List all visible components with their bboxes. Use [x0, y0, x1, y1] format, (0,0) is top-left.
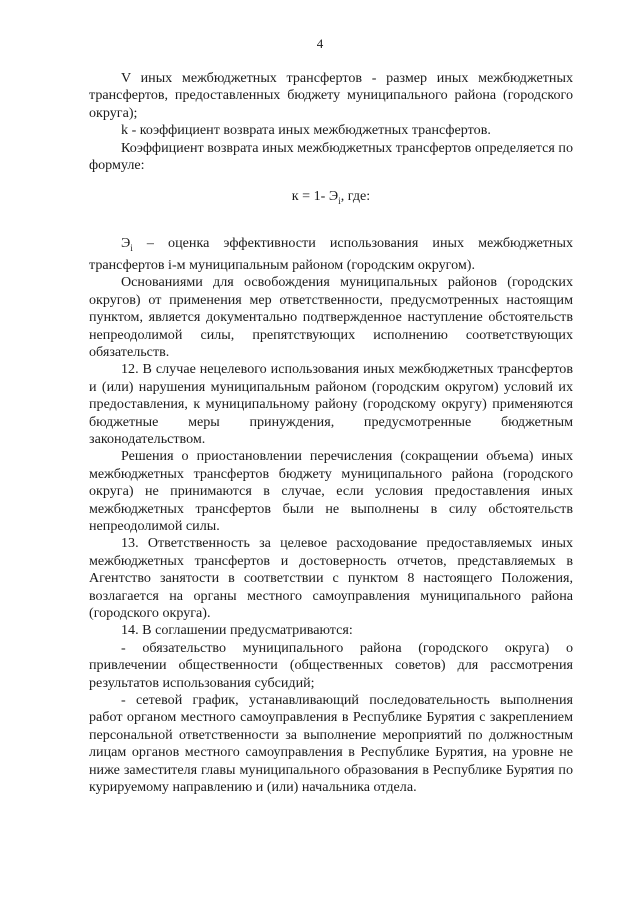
paragraph-k-definition: k - коэффициент возврата иных межбюджетных трансфертов. [121, 122, 491, 139]
document-body [89, 70, 573, 796]
paragraph-formula-intro: Коэффициент возврата иных межбюджетных трансфертов определяется по формуле: [89, 139, 573, 174]
formula-subscript: i [338, 196, 341, 207]
paragraph-clause-12: 12. В случае нецелевого использования иных межбюджетных трансфертов и (или) нарушения муниципальным районом (городским округом) условий их предоставления, к муниципальному району (городскому округу) применяются бюджетные меры принуждения, предусмотренные бюджетным законодательством. [89, 361, 573, 447]
paragraph-clause-14: 14. В соглашении предусматриваются: [121, 622, 353, 639]
paragraph-suspension-decisions: Решения о приостановлении перечисления (сокращении объема) иных межбюджетных трансфертов бюджету муниципального района (городского округа) не принимаются в случае, если условия предоставления иных межбюджетных трансфертов были не выполнены в силу обстоятельств непреодолимой силы. [89, 448, 573, 534]
e-subscript: i [130, 242, 133, 253]
formula [89, 188, 573, 210]
paragraph-clause-13: 13. Ответственность за целевое расходование предоставляемых иных межбюджетных трансфертов и достоверность отчетов, представляемых в Агентство занятости в соответствии с пунктом 8 настоящего Положения, возлагается на органы местного самоуправления муниципального района (городского округа). [89, 535, 573, 621]
page-number: 4 [316, 36, 324, 51]
paragraph-v-definition: V иных межбюджетных трансфертов - размер иных межбюджетных трансфертов, предоставленных бюджету муниципального района (городского округа); [89, 70, 573, 121]
formula-left: к = 1- Э [291, 188, 339, 205]
paragraph-exemption-grounds: Основаниями для освобождения муниципальных районов (городских округов) от применения мер ответственности, предусмотренных настоящим пунктом, является документально подтвержденное наступление обстоятельств непреодолимой силы, препятствующих исполнению соответствующих обязательств. [89, 274, 573, 360]
formula-right: , где: [340, 188, 371, 205]
paragraph-network-schedule-item: - сетевой график, устанавливающий последовательность выполнения работ органом местного самоуправления в Республике Бурятия с закреплением персональной ответственности за выполнение мероприятий по должностным лицам органов местного самоуправления в Республике Бурятия, на уровне не ниже заместителя главы муниципального образования в Республике Бурятия по курируемому направлению и (или) начальника отдела. [89, 692, 573, 796]
paragraph-obligation-item: - обязательство муниципального района (городского округа) о привлечении общественности (общественных советов) для рассмотрения результатов использования субсидий; [89, 639, 573, 691]
paragraph-e-definition: $Э_i$ – оценка эффективности использования иных межбюджетных трансфертов i-м муниципальным районом (городским округом). [89, 234, 573, 273]
